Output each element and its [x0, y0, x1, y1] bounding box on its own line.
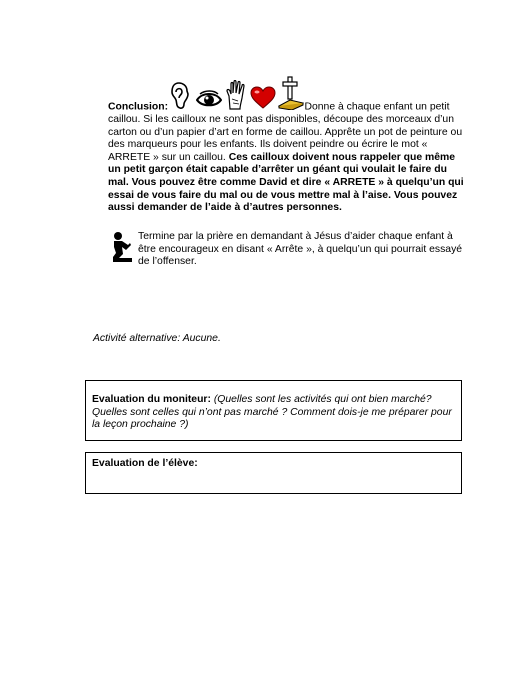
hand-icon [225, 80, 247, 110]
conclusion-bold-message: Ces cailloux doivent nous rappeler que même un petit garçon était capable d’arrêter un géant qui voulait le faire du mal. Vous pouvez être comme David et dire « ARRETE » à quelqu’un qui essai de vous faire du mal ou de vous mettre mal à l’aise. Vous pouvez aussi demander de l’aide à d’autres personnes. [108, 151, 464, 214]
conclusion-instructions: Donne à chaque enfant un petit caillou. Si les cailloux ne sont pas disponibles, découpe des morceaux d’un carton ou d’un papier d’art en forme de caillou. Apprête un pot de peinture ou des marqueurs pour les enfants. Ils doivent peindre ou écrire le mot « ARRETE » sur un caillou. [108, 101, 463, 163]
alternative-activity: Activité alternative: Aucune. [93, 333, 221, 344]
student-evaluation-label: Evaluation de l’élève: [92, 458, 198, 469]
teacher-evaluation-box[interactable] [85, 380, 462, 441]
senses-icon-group [171, 76, 305, 116]
prayer-paragraph [108, 231, 464, 269]
heart-icon [250, 86, 276, 110]
ear-icon [171, 82, 193, 110]
cross-bible-icon [278, 76, 304, 110]
teacher-evaluation-label: Evaluation du moniteur: [92, 394, 211, 405]
eye-icon [196, 90, 222, 110]
conclusion-label: Conclusion: [108, 101, 169, 113]
conclusion-paragraph [108, 76, 464, 215]
teacher-evaluation-question: (Quelles sont les activités qui ont bien marché? Quelles sont celles qui n’ont pas marché ? Comment dois-je me préparer pour la leçon prochaine ?) [92, 394, 452, 431]
student-evaluation-box[interactable] [85, 452, 462, 494]
kneeling-prayer-icon [108, 231, 138, 265]
prayer-text: Termine par la prière en demandant à Jésus d’aider chaque enfant à être encourageux en disant « Arrête », à quelqu’un qui pourrait essayé de l’offenser. [138, 231, 463, 268]
